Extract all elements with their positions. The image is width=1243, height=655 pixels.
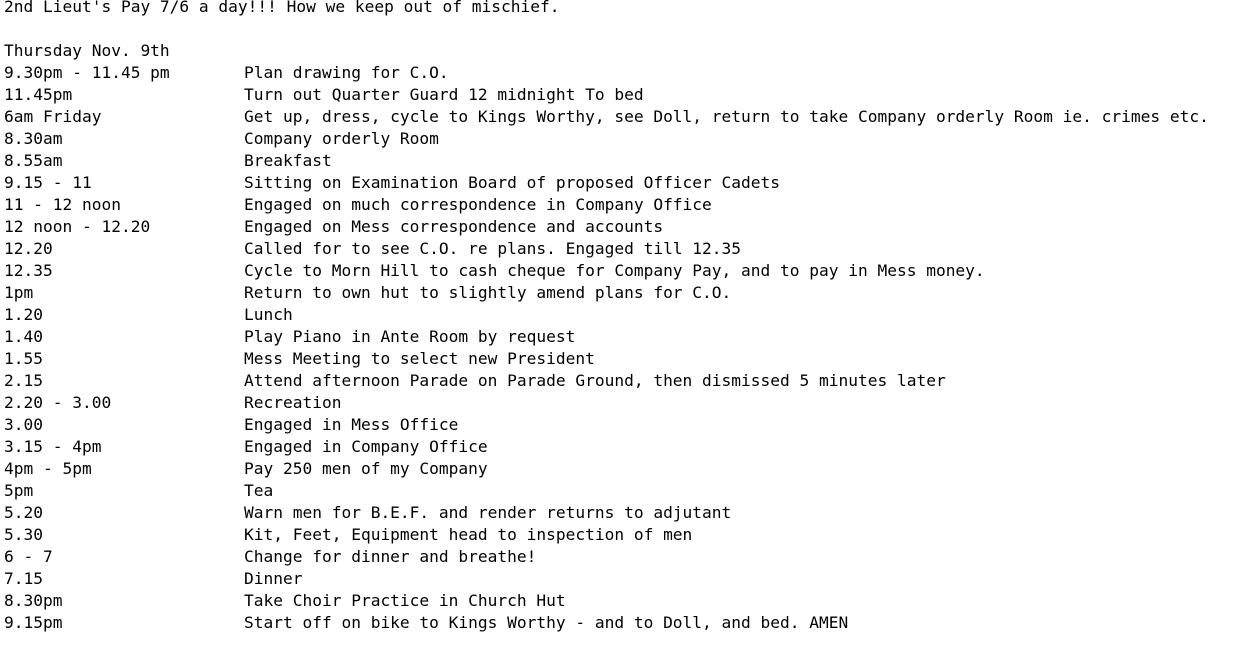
entry-activity: Lunch — [244, 305, 293, 324]
schedule-entry — [4, 370, 1243, 392]
document-title: 2nd Lieut's Pay 7/6 a day!!! How we keep out of mischief. — [4, 0, 560, 16]
schedule-entry — [4, 436, 1243, 458]
schedule-entry — [4, 260, 1243, 282]
entry-activity: Pay 250 men of my Company — [244, 459, 488, 478]
entry-activity: Return to own hut to slightly amend plans for C.O. — [244, 283, 732, 302]
entry-activity: Called for to see C.O. re plans. Engaged till 12.35 — [244, 239, 742, 258]
entry-activity: Engaged on much correspondence in Company Office — [244, 195, 712, 214]
entry-activity: Sitting on Examination Board of proposed Officer Cadets — [244, 173, 781, 192]
schedule-entry — [4, 414, 1243, 436]
schedule-entry — [4, 502, 1243, 524]
entry-activity: Play Piano in Ante Room by request — [244, 327, 576, 346]
entry-time: 9.15pm — [4, 613, 63, 632]
entry-time: 5pm — [4, 481, 34, 500]
schedule-entry — [4, 612, 1243, 634]
schedule-entry — [4, 238, 1243, 260]
entry-activity: Get up, dress, cycle to Kings Worthy, see Doll, return to take Company orderly Room ie. crimes etc. — [244, 107, 1209, 126]
schedule-entry — [4, 62, 1243, 84]
schedule-entry — [4, 216, 1243, 238]
entry-activity: Plan drawing for C.O. — [244, 63, 449, 82]
entry-activity: Breakfast — [244, 151, 332, 170]
entry-time: 1.20 — [4, 305, 43, 324]
entry-activity: Attend afternoon Parade on Parade Ground, then dismissed 5 minutes later — [244, 371, 946, 390]
schedule-entry — [4, 194, 1243, 216]
schedule-entry — [4, 590, 1243, 612]
entry-time: 12.35 — [4, 261, 53, 280]
entry-activity: Kit, Feet, Equipment head to inspection of men — [244, 525, 693, 544]
schedule-entry — [4, 304, 1243, 326]
schedule-entry — [4, 480, 1243, 502]
schedule-entry — [4, 392, 1243, 414]
entry-time: 12.20 — [4, 239, 53, 258]
entry-activity: Tea — [244, 481, 274, 500]
date-heading: Thursday Nov. 9th — [4, 41, 170, 60]
entry-time: 6am Friday — [4, 107, 102, 126]
entry-time: 6 - 7 — [4, 547, 53, 566]
entry-activity: Change for dinner and breathe! — [244, 547, 537, 566]
entry-time: 2.15 — [4, 371, 43, 390]
schedule-entry — [4, 84, 1243, 106]
entry-activity: Engaged in Mess Office — [244, 415, 459, 434]
entry-activity: Turn out Quarter Guard 12 midnight To bed — [244, 85, 644, 104]
entry-time: 1.55 — [4, 349, 43, 368]
entry-time: 5.20 — [4, 503, 43, 522]
schedule-entry — [4, 568, 1243, 590]
entry-activity: Cycle to Morn Hill to cash cheque for Company Pay, and to pay in Mess money. — [244, 261, 985, 280]
entry-time: 2.20 - 3.00 — [4, 393, 112, 412]
schedule-entry — [4, 128, 1243, 150]
entry-activity: Company orderly Room — [244, 129, 439, 148]
schedule-entry — [4, 546, 1243, 568]
entry-time: 9.30pm - 11.45 pm — [4, 63, 170, 82]
entry-time: 3.15 - 4pm — [4, 437, 102, 456]
entry-time: 8.30am — [4, 129, 63, 148]
entry-time: 1pm — [4, 283, 34, 302]
schedule-entry — [4, 326, 1243, 348]
schedule-entry — [4, 348, 1243, 370]
schedule-entry — [4, 106, 1243, 128]
schedule-entry — [4, 282, 1243, 304]
entry-activity: Start off on bike to Kings Worthy - and to Doll, and bed. AMEN — [244, 613, 849, 632]
entry-time: 4pm - 5pm — [4, 459, 92, 478]
blank-line — [4, 18, 1243, 40]
schedule-entry — [4, 524, 1243, 546]
entry-time: 3.00 — [4, 415, 43, 434]
entry-time: 12 noon - 12.20 — [4, 217, 151, 236]
entry-activity: Engaged on Mess correspondence and accounts — [244, 217, 664, 236]
entry-time: 8.55am — [4, 151, 63, 170]
entry-time: 9.15 - 11 — [4, 173, 92, 192]
entry-time: 8.30pm — [4, 591, 63, 610]
schedule-list — [4, 62, 1243, 634]
entry-activity: Engaged in Company Office — [244, 437, 488, 456]
schedule-entry — [4, 458, 1243, 480]
entry-activity: Warn men for B.E.F. and render returns to adjutant — [244, 503, 732, 522]
entry-activity: Take Choir Practice in Church Hut — [244, 591, 566, 610]
entry-time: 7.15 — [4, 569, 43, 588]
entry-activity: Mess Meeting to select new President — [244, 349, 595, 368]
entry-time: 11 - 12 noon — [4, 195, 121, 214]
schedule-entry — [4, 172, 1243, 194]
schedule-entry — [4, 150, 1243, 172]
entry-activity: Recreation — [244, 393, 342, 412]
entry-time: 5.30 — [4, 525, 43, 544]
entry-time: 11.45pm — [4, 85, 73, 104]
entry-time: 1.40 — [4, 327, 43, 346]
entry-activity: Dinner — [244, 569, 303, 588]
